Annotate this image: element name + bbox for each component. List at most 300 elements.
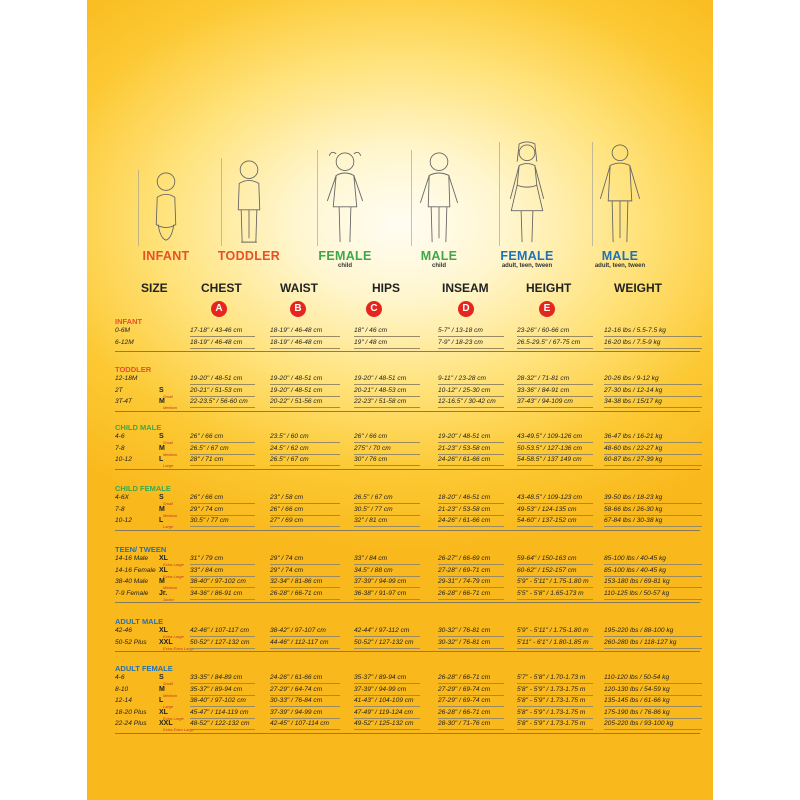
cell-size: XXL [159, 638, 173, 646]
cell-underline [604, 515, 702, 516]
cell-underline [190, 503, 255, 504]
cell-underline [604, 648, 702, 649]
cell-underline [190, 718, 255, 719]
cell-underline [270, 336, 340, 337]
cell-name: 14-16 Male [115, 555, 148, 562]
cell-inseam: 5-7" / 13-18 cm [438, 327, 483, 334]
cell-name: 2T [115, 386, 123, 394]
cell-weight: 110-120 lbs / 50-54 kg [604, 674, 670, 681]
cell-name: 7-9 Female [115, 589, 149, 597]
cell-underline [604, 706, 702, 707]
cell-underline [604, 576, 702, 577]
cell-underline [190, 683, 255, 684]
cell-underline [604, 587, 702, 588]
cell-inseam: 29-31" / 74-79 cm [438, 578, 491, 585]
cell-underline [438, 503, 504, 504]
figure-label: TODDLER [217, 249, 281, 263]
cell-hips: 22-23" / 51-58 cm [354, 398, 407, 405]
cell-underline [438, 336, 504, 337]
cell-underline [438, 564, 504, 565]
cell-underline [438, 348, 504, 349]
cell-name: 42-46 [115, 627, 132, 634]
marker-chest: A [211, 301, 227, 317]
cell-underline [270, 348, 340, 349]
cell-weight: 85-100 lbs / 40-45 kg [604, 555, 666, 562]
cell-height: 28-32" / 71-81 cm [517, 375, 570, 382]
cell-name: 3T-4T [115, 398, 132, 405]
cell-underline [190, 396, 255, 397]
cell-underline [270, 454, 340, 455]
cell-underline [354, 599, 420, 600]
section-title: INFANT [115, 317, 143, 326]
cell-underline [270, 636, 340, 637]
cell-height: 49-53" / 124-135 cm [517, 505, 577, 513]
cell-hips: 50-52" / 127-132 cm [354, 638, 414, 646]
cell-sub: Small [163, 440, 174, 445]
cell-underline [354, 576, 420, 577]
cell-chest: 45-47" / 114-119 cm [190, 708, 249, 716]
cell-underline [604, 348, 702, 349]
cell-underline [517, 718, 593, 719]
cell-underline [604, 599, 702, 600]
marker-height: E [539, 301, 555, 317]
cell-underline [604, 564, 702, 565]
size-chart [87, 0, 713, 800]
cell-underline [438, 465, 504, 466]
cell-sub: Medium [163, 512, 178, 518]
cell-underline [270, 706, 340, 707]
cell-underline [270, 515, 340, 516]
figure-label: MALE [420, 249, 458, 263]
cell-waist: 29" / 74 cm [270, 555, 304, 562]
cell-name: 6-12M [115, 338, 134, 346]
cell-weight: 39-50 lbs / 18-23 kg [604, 494, 663, 501]
cell-inseam: 28-30" / 71-76 cm [438, 720, 491, 727]
cell-inseam: 27-29" / 69-74 cm [438, 697, 491, 704]
cell-underline [270, 648, 340, 649]
section-title: TODDLER [115, 365, 152, 374]
cell-name: 7-8 [115, 444, 125, 452]
cell-size: S [159, 433, 164, 440]
cell-hips: 41-43" / 104-109 cm [354, 697, 414, 704]
cell-weight: 205-220 lbs / 93-100 kg [604, 720, 674, 727]
cell-sub: Large [163, 704, 174, 709]
cell-inseam: 26-27" / 66-69 cm [438, 555, 491, 562]
cell-hips: 33" / 84 cm [354, 555, 388, 562]
cell-waist: 29" / 74 cm [270, 566, 304, 574]
cell-sub: Medium [163, 405, 178, 410]
cell-underline [190, 648, 255, 649]
cell-underline [270, 396, 340, 397]
header-waist: WAIST [280, 281, 318, 295]
cell-name: 10-12 [115, 517, 132, 524]
cell-sub: Large [163, 463, 174, 468]
cell-hips: 30.5" / 77 cm [354, 505, 393, 513]
cell-height: 54-58.5" / 137 149 cm [517, 456, 582, 463]
cell-sub: Extra Extra Large [163, 645, 195, 651]
cell-underline [270, 384, 340, 385]
cell-underline [517, 706, 593, 707]
cell-inseam: 24-26" / 61-66 cm [438, 456, 491, 463]
cell-height: 43-49.5" / 109-126 cm [517, 433, 583, 440]
cell-height: 26.5-29.5" / 67-75 cm [517, 338, 581, 346]
cell-waist: 23.5" / 60 cm [270, 433, 309, 440]
header-size: SIZE [141, 281, 168, 295]
cell-sub: Medium [163, 585, 178, 590]
cell-hips: 36-38" / 91-97 cm [354, 589, 407, 597]
cell-weight: 67-84 lbs / 30-38 kg [604, 517, 663, 524]
section-title: ADULT MALE [115, 617, 164, 626]
cell-underline [517, 454, 593, 455]
cell-hips: 35-37" / 89-94 cm [354, 674, 407, 681]
section-divider [115, 602, 700, 603]
cell-hips: 49-52" / 125-132 cm [354, 720, 414, 727]
cell-name: 7-8 [115, 505, 125, 513]
cell-name: 14-16 Female [115, 566, 156, 574]
cell-underline [438, 515, 504, 516]
cell-underline [354, 636, 420, 637]
cell-underline [354, 336, 420, 337]
cell-underline [438, 407, 504, 408]
cell-underline [354, 526, 420, 527]
cell-underline [438, 729, 504, 730]
cell-inseam: 26-28" / 66-71 cm [438, 589, 491, 597]
cell-underline [517, 515, 593, 516]
cell-name: 18-20 Plus [115, 708, 147, 716]
cell-underline [604, 695, 702, 696]
cell-height: 23-26" / 60-66 cm [517, 327, 570, 334]
cell-underline [438, 384, 504, 385]
cell-underline [517, 503, 593, 504]
cell-height: 59-64" / 150-163 cm [517, 555, 577, 562]
cell-underline [517, 407, 593, 408]
cell-waist: 24-26" / 61-66 cm [270, 674, 323, 681]
cell-hips: 19-20" / 48-51 cm [354, 375, 407, 382]
figure-label: FEMALE [500, 249, 554, 263]
cell-weight: 16-20 lbs / 7.5-9 kg [604, 338, 661, 346]
cell-size: XL [159, 566, 168, 574]
cell-underline [517, 648, 593, 649]
cell-hips: 37-39" / 94-99 cm [354, 685, 407, 693]
header-inseam: INSEAM [442, 281, 489, 295]
cell-underline [270, 442, 340, 443]
cell-weight: 58-66 lbs / 26-30 kg [604, 505, 663, 513]
cell-hips: 20-21" / 48-53 cm [354, 386, 407, 394]
cell-chest: 48-52" / 122-132 cm [190, 720, 250, 727]
cell-waist: 18-19" / 46-48 cm [270, 338, 323, 346]
cell-chest: 26.5" / 67 cm [190, 444, 229, 452]
cell-underline [190, 564, 255, 565]
cell-underline [354, 503, 420, 504]
cell-underline [604, 384, 702, 385]
cell-weight: 195-220 lbs / 88-100 kg [604, 627, 674, 634]
cell-waist: 23" / 58 cm [270, 494, 304, 501]
cell-hips: 42-44" / 97-112 cm [354, 627, 410, 634]
cell-inseam: 19-20" / 48-51 cm [438, 433, 491, 440]
cell-underline [438, 718, 504, 719]
cell-waist: 26-28" / 66-71 cm [270, 589, 323, 597]
cell-inseam: 30-32" / 76-81 cm [438, 638, 491, 646]
cell-underline [438, 648, 504, 649]
cell-size: M [159, 505, 165, 513]
cell-chest: 31" / 79 cm [190, 555, 224, 562]
cell-underline [190, 599, 255, 600]
marker-inseam: D [458, 301, 474, 317]
header-hips: HIPS [372, 281, 401, 295]
cell-sub: Extra Extra Large [163, 727, 195, 732]
cell-height: 5'5" - 5'8" / 1.65-173 m [517, 589, 584, 597]
cell-inseam: 9-11" / 23-28 cm [438, 375, 487, 382]
cell-sub: Medium [163, 692, 178, 698]
cell-sub: Small [163, 501, 174, 506]
cell-waist: 42-45" / 107-114 cm [270, 720, 330, 727]
cell-inseam: 18-20" / 46-51 cm [438, 494, 491, 501]
cell-name: 4-6 [115, 433, 125, 440]
figure-label: MALE [601, 249, 639, 263]
cell-size: XL [159, 627, 168, 634]
cell-waist: 26" / 66 cm [270, 505, 304, 513]
cell-underline [517, 729, 593, 730]
cell-weight: 12-16 lbs / 5.5-7.5 kg [604, 327, 666, 334]
cell-underline [190, 576, 255, 577]
cell-size: Jr. [159, 589, 168, 597]
section-divider [115, 733, 700, 734]
cell-underline [270, 503, 340, 504]
cell-weight: 110-125 lbs / 50-57 kg [604, 589, 670, 597]
cell-underline [604, 396, 702, 397]
section-divider [115, 469, 700, 470]
figure-label: FEMALE [318, 249, 372, 263]
figure-sublabel: adult, teen, tween [501, 263, 553, 269]
cell-underline [190, 348, 255, 349]
cell-hips: 37-39" / 94-99 cm [354, 578, 407, 585]
cell-underline [354, 407, 420, 408]
cell-underline [270, 599, 340, 600]
cell-name: 4-6X [115, 494, 129, 501]
cell-hips: 26.5" / 67 cm [354, 494, 393, 501]
cell-underline [354, 683, 420, 684]
cell-underline [270, 729, 340, 730]
cell-underline [354, 729, 420, 730]
cell-height: 5'8" - 5'9" / 1.73-1.75 m [517, 697, 586, 704]
cell-height: 43-48.5" / 109-123 cm [517, 494, 583, 501]
cell-size: S [159, 674, 164, 681]
cell-name: 4-6 [115, 674, 125, 681]
section-divider [115, 411, 700, 412]
cell-name: 0-6M [115, 327, 131, 334]
cell-underline [270, 587, 340, 588]
cell-size: M [159, 398, 165, 405]
cell-underline [354, 515, 420, 516]
cell-chest: 17-18" / 43-46 cm [190, 327, 243, 334]
cell-height: 60-62" / 152-157 cm [517, 566, 577, 574]
cell-underline [438, 576, 504, 577]
cell-chest: 33-35" / 84-89 cm [190, 674, 243, 681]
cell-underline [517, 695, 593, 696]
section-title: ADULT FEMALE [115, 664, 173, 673]
cell-underline [604, 526, 702, 527]
cell-name: 38-40 Male [115, 578, 148, 585]
cell-height: 5'9" - 5'11" / 1.75-1.80 m [517, 578, 589, 585]
cell-underline [354, 587, 420, 588]
cell-waist: 19-20" / 48-51 cm [270, 386, 323, 394]
cell-waist: 18-19" / 46-48 cm [270, 327, 323, 334]
cell-underline [604, 503, 702, 504]
cell-underline [604, 407, 702, 408]
cell-height: 5'9" - 5'11" / 1.75-1.80 m [517, 627, 589, 634]
cell-inseam: 26-28" / 66-71 cm [438, 674, 491, 681]
cell-underline [604, 336, 702, 337]
cell-chest: 22-23.5" / 56-60 cm [190, 398, 248, 405]
cell-underline [190, 465, 255, 466]
cell-size: L [159, 697, 164, 704]
cell-size: XL [159, 708, 168, 716]
cell-name: 10-12 [115, 456, 132, 463]
section-title: CHILD MALE [115, 423, 162, 432]
cell-chest: 26" / 66 cm [190, 494, 224, 501]
cell-weight: 20-26 lbs / 9-12 kg [604, 375, 659, 382]
cell-weight: 27-30 lbs / 12-14 kg [604, 386, 663, 394]
cell-weight: 34-38 lbs / 15/17 kg [604, 398, 662, 405]
cell-waist: 32-34" / 81-86 cm [270, 578, 323, 585]
cell-height: 5'8" - 5'9" / 1.73-1.75 m [517, 685, 586, 693]
cell-height: 5'11" - 6'1" / 1.80-1.85 m [517, 638, 589, 646]
cell-waist: 20-22" / 51-56 cm [270, 398, 323, 405]
cell-underline [190, 384, 255, 385]
cell-weight: 175-190 lbs / 76-86 kg [604, 708, 670, 716]
cell-underline [190, 407, 255, 408]
cell-chest: 33" / 84 cm [190, 566, 224, 574]
cell-waist: 26.5" / 67 cm [270, 456, 309, 463]
cell-weight: 85-100 lbs / 40-45 kg [604, 566, 666, 574]
cell-underline [354, 695, 420, 696]
cell-chest: 42-46" / 107-117 cm [190, 627, 250, 634]
cell-underline [190, 636, 255, 637]
cell-height: 5'8" - 5'9" / 1.73-1.75 m [517, 708, 586, 716]
marker-waist: B [290, 301, 306, 317]
cell-sub: Medium [163, 451, 178, 457]
cell-underline [517, 683, 593, 684]
cell-underline [517, 442, 593, 443]
cell-size: S [159, 386, 164, 394]
cell-underline [354, 384, 420, 385]
cell-chest: 26" / 66 cm [190, 433, 224, 440]
cell-underline [438, 599, 504, 600]
cell-underline [354, 465, 420, 466]
figure-sublabel: adult, teen, tween [594, 263, 646, 269]
cell-chest: 19-20" / 48-51 cm [190, 375, 243, 382]
cell-waist: 37-39" / 94-99 cm [270, 708, 323, 716]
cell-chest: 34-36" / 86-91 cm [190, 589, 243, 597]
cell-underline [270, 407, 340, 408]
cell-underline [354, 706, 420, 707]
cell-underline [190, 442, 255, 443]
cell-underline [270, 465, 340, 466]
cell-underline [517, 636, 593, 637]
figure-label: INFANT [142, 249, 190, 263]
cell-underline [438, 526, 504, 527]
cell-size: XL [159, 555, 168, 562]
cell-name: 12-14 [115, 697, 132, 704]
cell-height: 5'7" - 5'8" / 1.70-1.73 m [517, 674, 586, 681]
cell-weight: 60-87 lbs / 27-39 kg [604, 456, 663, 463]
cell-height: 54-60" / 137-152 cm [517, 517, 577, 524]
cell-underline [190, 729, 255, 730]
cell-waist: 30-33" / 76-84 cm [270, 697, 323, 704]
cell-hips: 18" / 46 cm [354, 327, 388, 334]
cell-sub: Extra Large [163, 573, 184, 579]
cell-name: 12-18M [115, 375, 138, 382]
cell-underline [190, 454, 255, 455]
cell-underline [517, 599, 593, 600]
cell-underline [517, 336, 593, 337]
cell-chest: 50-52" / 127-132 cm [190, 638, 250, 646]
cell-waist: 19-20" / 48-51 cm [270, 375, 323, 382]
cell-underline [354, 718, 420, 719]
cell-underline [517, 587, 593, 588]
cell-underline [190, 515, 255, 516]
cell-hips: 19" / 48 cm [354, 338, 388, 346]
cell-sub: Large [163, 524, 174, 529]
cell-underline [438, 683, 504, 684]
cell-underline [190, 695, 255, 696]
cell-underline [438, 706, 504, 707]
cell-underline [438, 396, 504, 397]
header-height: HEIGHT [526, 281, 572, 295]
cell-underline [270, 683, 340, 684]
cell-underline [517, 396, 593, 397]
cell-size: L [159, 456, 164, 463]
cell-size: XXL [159, 720, 173, 727]
cell-name: 50-52 Plus [115, 638, 147, 646]
cell-waist: 27-29" / 64-74 cm [270, 685, 323, 693]
marker-hips: C [366, 301, 382, 317]
cell-inseam: 7-9" / 18-23 cm [438, 338, 483, 346]
cell-underline [354, 396, 420, 397]
cell-underline [270, 526, 340, 527]
header-chest: CHEST [201, 281, 242, 295]
section-divider [115, 351, 700, 352]
cell-weight: 135-145 lbs / 61-66 kg [604, 697, 670, 704]
cell-size: L [159, 517, 164, 524]
cell-inseam: 27-29" / 69-74 cm [438, 685, 491, 693]
cell-chest: 29" / 74 cm [190, 505, 224, 513]
cell-waist: 27" / 69 cm [270, 517, 304, 524]
cell-sub: Small [163, 393, 174, 399]
cell-underline [517, 564, 593, 565]
figure-sublabel: child [431, 263, 446, 269]
cell-chest: 38-40" / 97-102 cm [190, 578, 246, 585]
cell-underline [438, 442, 504, 443]
cell-size: M [159, 444, 165, 452]
cell-underline [517, 384, 593, 385]
cell-chest: 18-19" / 46-48 cm [190, 338, 243, 346]
cell-hips: 34.5" / 88 cm [354, 566, 393, 574]
cell-waist: 44-46" / 112-117 cm [270, 638, 329, 646]
cell-underline [270, 695, 340, 696]
cell-underline [517, 465, 593, 466]
cell-underline [517, 576, 593, 577]
cell-inseam: 30-32" / 76-81 cm [438, 627, 491, 634]
cell-weight: 48-60 lbs / 22-27 kg [604, 444, 663, 452]
section-divider [115, 651, 700, 652]
cell-waist: 38-42" / 97-107 cm [270, 627, 326, 634]
cell-sub: Extra Large [163, 715, 184, 721]
cell-hips: 26" / 66 cm [354, 433, 388, 440]
cell-hips: 47-49" / 119-124 cm [354, 708, 414, 716]
cell-underline [517, 348, 593, 349]
cell-height: 33-36" / 84-91 cm [517, 386, 570, 394]
